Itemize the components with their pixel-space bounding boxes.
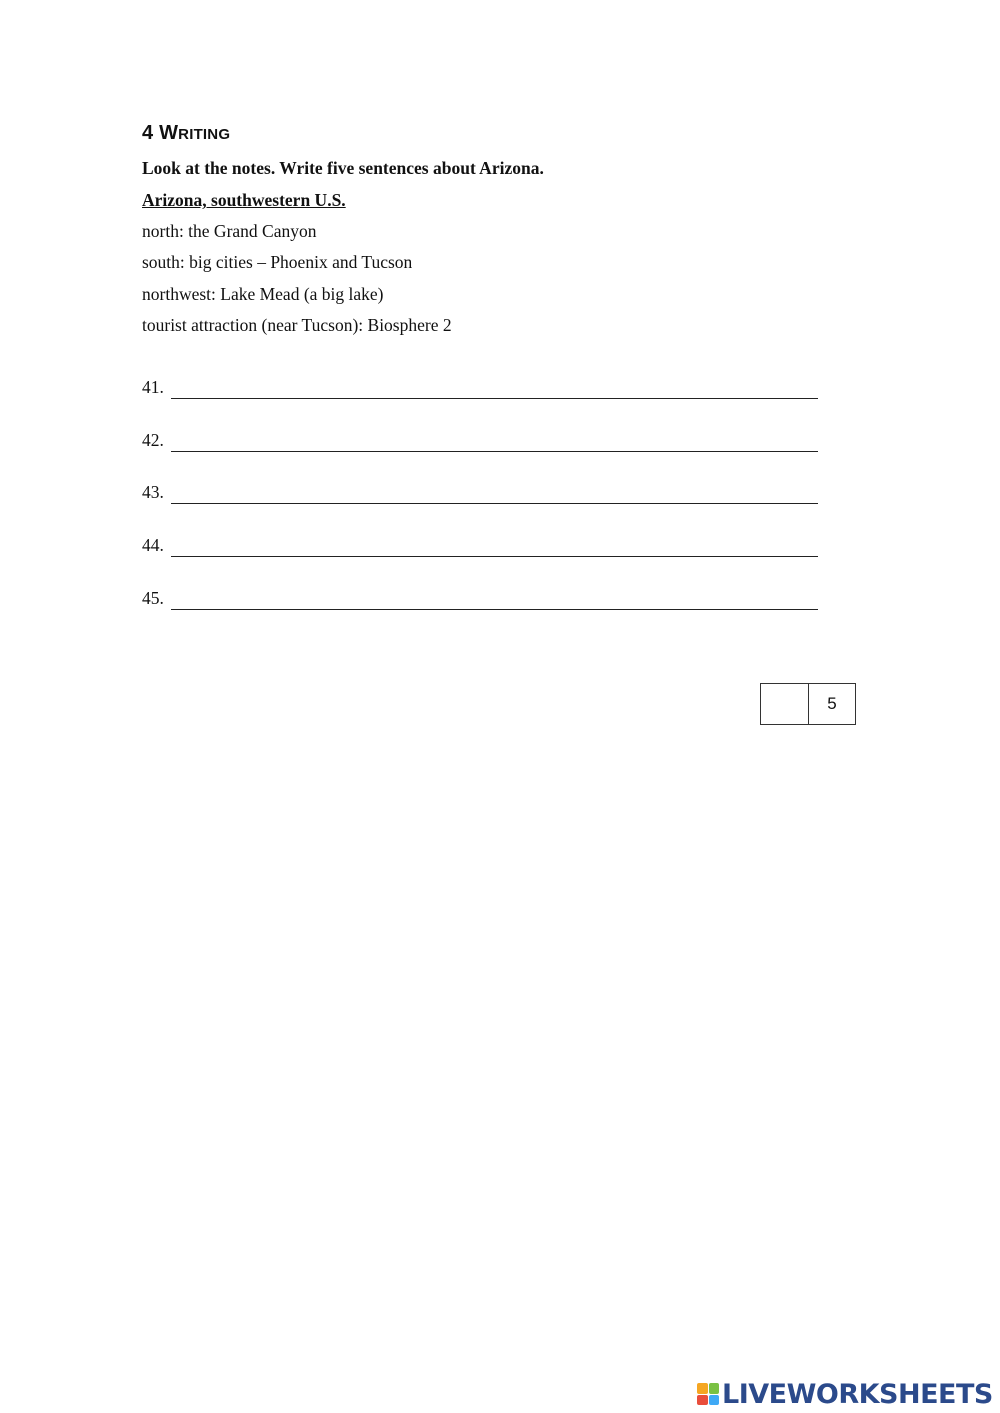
notes-heading: Arizona, southwestern U.S. <box>142 190 346 210</box>
answer-row-43 <box>142 482 818 508</box>
answer-input-44[interactable] <box>171 556 818 557</box>
answer-input-43[interactable] <box>171 503 818 504</box>
score-total: 5 <box>827 694 837 713</box>
liveworksheets-brand <box>697 1378 993 1410</box>
note-line: tourist attraction (near Tucson): Biosphere 2 <box>142 315 452 335</box>
answer-number: 42. <box>142 430 164 450</box>
score-box <box>760 683 856 725</box>
answer-number: 43. <box>142 482 164 502</box>
note-line: south: big cities – Phoenix and Tucson <box>142 252 413 272</box>
liveworksheets-logo-icon <box>697 1383 719 1405</box>
answer-row-42 <box>142 430 818 456</box>
answer-input-45[interactable] <box>171 609 818 610</box>
note-line: north: the Grand Canyon <box>142 221 317 241</box>
answer-row-44 <box>142 535 818 561</box>
note-line: northwest: Lake Mead (a big lake) <box>142 284 384 304</box>
section-title-initial: W <box>159 122 179 144</box>
answer-number: 44. <box>142 535 164 555</box>
score-earned-cell <box>761 684 809 724</box>
section-title <box>142 122 230 145</box>
answer-number: 41. <box>142 377 164 397</box>
brand-name: LIVEWORKSHEETS <box>722 1378 993 1410</box>
answer-row-41 <box>142 377 818 403</box>
section-number: 4 <box>142 122 154 144</box>
answer-input-41[interactable] <box>171 398 818 399</box>
section-title-rest: RITING <box>178 126 231 143</box>
instruction-text: Look at the notes. Write five sentences about Arizona. <box>142 158 544 178</box>
answer-number: 45. <box>142 588 164 608</box>
answer-input-42[interactable] <box>171 451 818 452</box>
answer-row-45 <box>142 588 818 614</box>
